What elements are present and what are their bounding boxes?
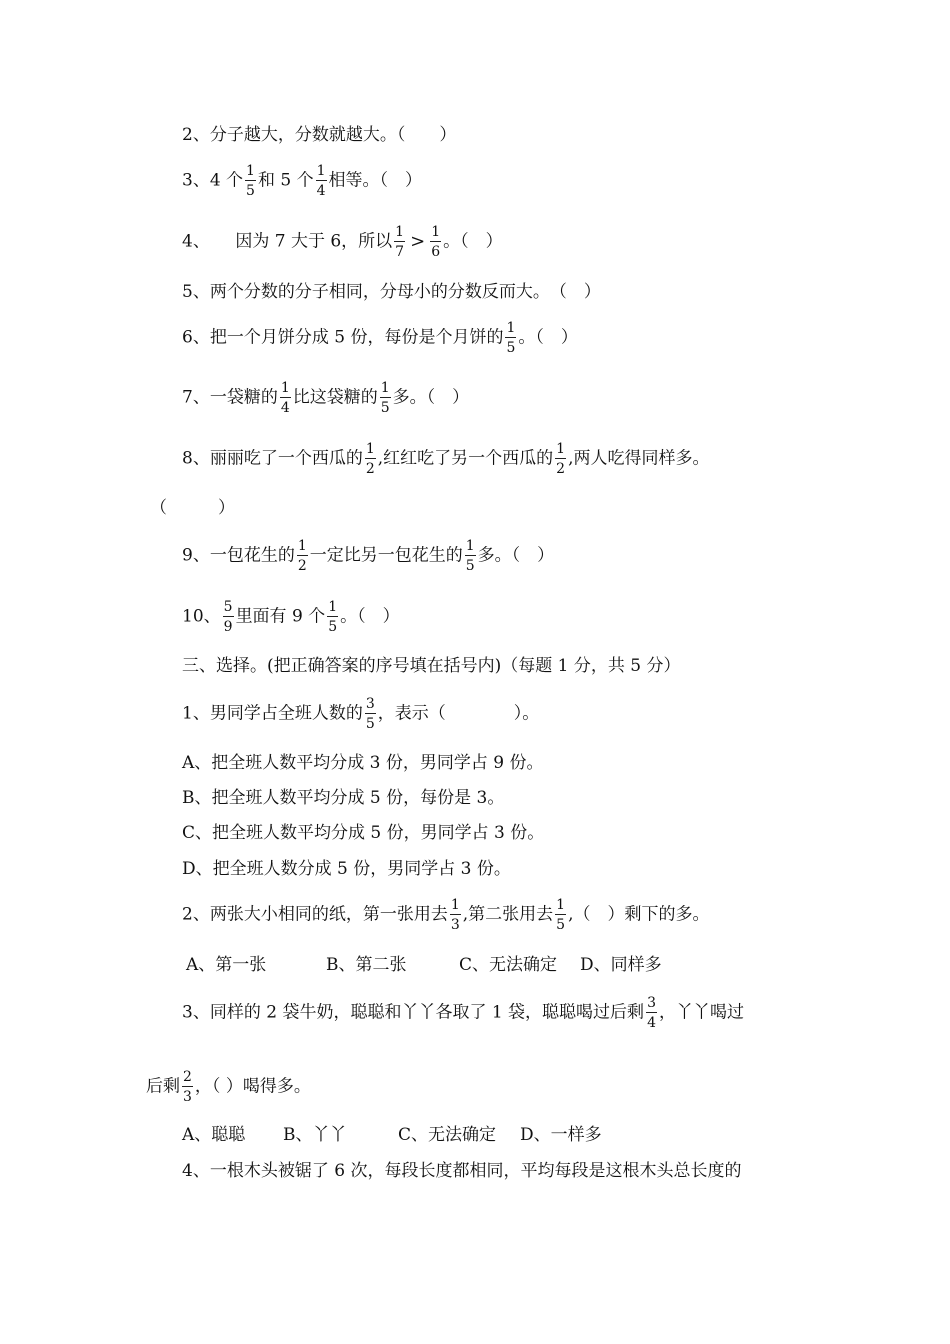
fraction: $\frac{1}{5}$ xyxy=(506,320,516,356)
greater-than-sign: > xyxy=(410,230,426,252)
fraction: $\frac{1}{7}$ xyxy=(395,224,405,260)
option-a: A、把全班人数平均分成 3 份，男同学占 9 份。 xyxy=(182,753,544,773)
fraction: $\frac{1}{5}$ xyxy=(465,538,475,574)
question-8-answer-bracket: （ ） xyxy=(150,498,235,518)
option-a: A、聪聪 xyxy=(182,1125,246,1145)
section-title: 三、选择。(把正确答案的序号填在括号内)（每题 1 分，共 5 分） xyxy=(182,656,681,676)
fraction: $\frac{5}{9}$ xyxy=(223,599,233,635)
fraction: $\frac{3}{4}$ xyxy=(647,995,656,1031)
question-7: 7、一袋糖的 $\frac{1}{4}$ 比这袋糖的 $\frac{1}{5}$ 多。（ ） xyxy=(182,380,470,416)
fraction: $\frac{2}{3}$ xyxy=(183,1069,192,1105)
option-d: D、同样多 xyxy=(580,955,662,975)
fraction: $\frac{1}{5}$ xyxy=(246,163,255,199)
question-4: 4、 因为 7 大于 6，所以 $\frac{1}{7}$ > $\frac{1}{6}$ 。（ ） xyxy=(182,224,503,260)
choice-question-2: 2、两张大小相同的纸，第一张用去 $\frac{1}{3}$ ,第二张用去 $\frac{1}{5}$ ,（ ）剩下的多。 xyxy=(182,897,710,933)
fraction: $\frac{1}{4}$ xyxy=(280,380,290,416)
fraction: $\frac{1}{3}$ xyxy=(450,897,460,933)
option-c: C、无法确定 xyxy=(398,1125,497,1145)
fraction: $\frac{1}{2}$ xyxy=(297,538,307,574)
fraction: $\frac{1}{2}$ xyxy=(365,441,375,477)
fraction: $\frac{1}{2}$ xyxy=(556,441,566,477)
option-b: B、丫丫 xyxy=(283,1125,347,1145)
fraction: $\frac{1}{4}$ xyxy=(316,163,326,199)
option-c: C、把全班人数平均分成 5 份，男同学占 3 份。 xyxy=(182,823,545,843)
option-d: D、把全班人数分成 5 份，男同学占 3 份。 xyxy=(182,859,511,879)
question-2: 2、分子越大，分数就越大。（ ） xyxy=(182,125,457,145)
choice-question-4: 4、一根木头被锯了 6 次，每段长度都相同，平均每段是这根木头总长度的 xyxy=(182,1161,742,1181)
option-c: C、无法确定 xyxy=(459,955,558,975)
option-d: D、一样多 xyxy=(520,1125,602,1145)
fraction: $\frac{1}{5}$ xyxy=(380,380,390,416)
question-10: 10、 $\frac{5}{9}$ 里面有 9 个 $\frac{1}{5}$ 。（ ） xyxy=(182,599,400,635)
fraction: $\frac{1}{5}$ xyxy=(556,897,566,933)
choice-question-1: 1、男同学占全班人数的 $\frac{3}{5}$ ，表示（ ）。 xyxy=(182,696,540,732)
option-a: A、第一张 xyxy=(186,955,267,975)
choice-question-3: 3、同样的 2 袋牛奶，聪聪和丫丫各取了 1 袋，聪聪喝过后剩 $\frac{3}{4}$ ，丫丫喝过 xyxy=(182,995,744,1031)
fraction: $\frac{1}{6}$ xyxy=(431,224,441,260)
option-b: B、把全班人数平均分成 5 份，每份是 3。 xyxy=(182,788,505,808)
question-6: 6、把一个月饼分成 5 份，每份是个月饼的 $\frac{1}{5}$ 。（ ） xyxy=(182,320,578,356)
question-8: 8、丽丽吃了一个西瓜的 $\frac{1}{2}$ ,红红吃了另一个西瓜的 $\frac{1}{2}$ ,两人吃得同样多。 xyxy=(182,441,710,477)
fraction: $\frac{3}{5}$ xyxy=(365,696,375,732)
choice-question-3-continued: 后剩 $\frac{2}{3}$ ，（ ）喝得多。 xyxy=(146,1069,311,1105)
question-9: 9、一包花生的 $\frac{1}{2}$ 一定比另一包花生的 $\frac{1}{5}$ 多。（ ） xyxy=(182,538,555,574)
question-5: 5、两个分数的分子相同，分母小的分数反而大。 （ ） xyxy=(182,282,601,302)
option-b: B、第二张 xyxy=(326,955,407,975)
question-3: 3、4 个 $\frac{1}{5}$ 和 5 个 $\frac{1}{4}$ 相等。（ ） xyxy=(182,163,423,199)
fraction: $\frac{1}{5}$ xyxy=(328,599,338,635)
